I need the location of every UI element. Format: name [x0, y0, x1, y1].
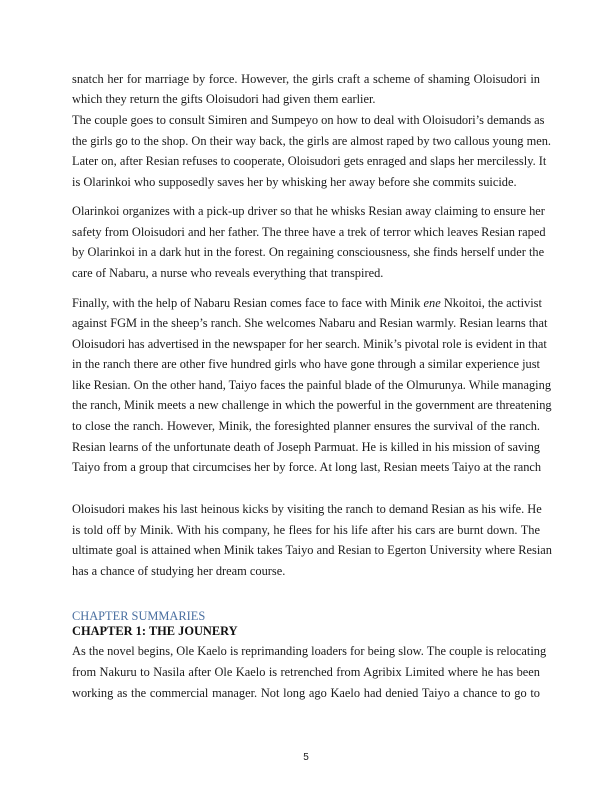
text-line: Oloisudori has advertised in the newspaper for her search. Minik’s pivotal role is evident in that	[72, 337, 547, 351]
text-line: in the ranch there are other five hundred girls who have gone through a similar experience just	[72, 357, 540, 371]
text-line: the girls go to the shop. On their way back, the girls are almost raped by two callous young men.	[72, 134, 551, 148]
page-number: 5	[303, 752, 309, 763]
text-line: snatch her for marriage by force. However, the girls craft a scheme of shaming Oloisudori in	[72, 72, 540, 86]
text-line: Resian learns of the unfortunate death of Joseph Parmuat. He is killed in his mission of saving	[72, 440, 540, 454]
text-line: which they return the gifts Oloisudori had given them earlier.	[72, 92, 376, 106]
text-line: working as the commercial manager. Not long ago Kaelo had denied Taiyo a chance to go to	[72, 686, 540, 700]
text-line: the ranch, Minik meets a new challenge in which the powerful in the government are threatening	[72, 398, 552, 412]
section-heading: CHAPTER SUMMARIES	[72, 609, 206, 623]
text-line: The couple goes to consult Simiren and Sumpeyo on how to deal with Oloisudori’s demands as	[72, 113, 545, 127]
text-line: like Resian. On the other hand, Taiyo faces the painful blade of the Olmurunya. While managing	[72, 378, 552, 392]
text-line: Olarinkoi organizes with a pick-up driver so that he whisks Resian away claiming to ensure her	[72, 204, 545, 218]
text-line: is told off by Minik. With his company, he flees for his life after his cars are burnt down. The	[72, 523, 540, 537]
text-line: to close the ranch. However, Minik, the foresighted planner ensures the survival of the ranch.	[72, 419, 540, 433]
text-segment: Finally, with the help of Nabaru Resian comes face to face with Minik	[72, 296, 424, 310]
text-line: Oloisudori makes his last heinous kicks by visiting the ranch to demand Resian as his wife. He	[72, 502, 542, 516]
text-line: by Olarinkoi in a dark hut in the forest. On regaining consciousness, she finds herself under the	[72, 245, 545, 259]
chapter-heading: CHAPTER 1: THE JOUNERY	[72, 624, 238, 638]
text-line: has a chance of studying her dream course.	[72, 564, 286, 578]
italic-term: ene	[423, 296, 441, 310]
text-line: As the novel begins, Ole Kaelo is reprimanding loaders for being slow. The couple is relocating	[72, 644, 547, 658]
text-line: care of Nabaru, a nurse who reveals everything that transpired.	[72, 266, 384, 280]
text-segment: Nkoitoi, the activist	[440, 296, 542, 310]
text-line: Later on, after Resian refuses to cooperate, Oloisudori gets enraged and slaps her mercilessly. It	[72, 154, 547, 168]
text-line: against FGM in the sheep’s ranch. She welcomes Nabaru and Resian warmly. Resian learns that	[72, 316, 548, 330]
text-line: ultimate goal is attained when Minik takes Taiyo and Resian to Egerton University where Resian	[72, 543, 552, 557]
text-line: is Olarinkoi who supposedly saves her by whisking her away before she commits suicide.	[72, 175, 517, 189]
text-line	[72, 295, 540, 311]
text-line: from Nakuru to Nasila after Ole Kaelo is retrenched from Agribix Limited where he has been	[72, 665, 540, 679]
text-line: Taiyo from a group that circumcises her by force. At long last, Resian meets Taiyo at the ranch	[72, 460, 542, 474]
text-line: safety from Oloisudori and her father. The three have a trek of terror which leaves Resian raped	[72, 225, 546, 239]
